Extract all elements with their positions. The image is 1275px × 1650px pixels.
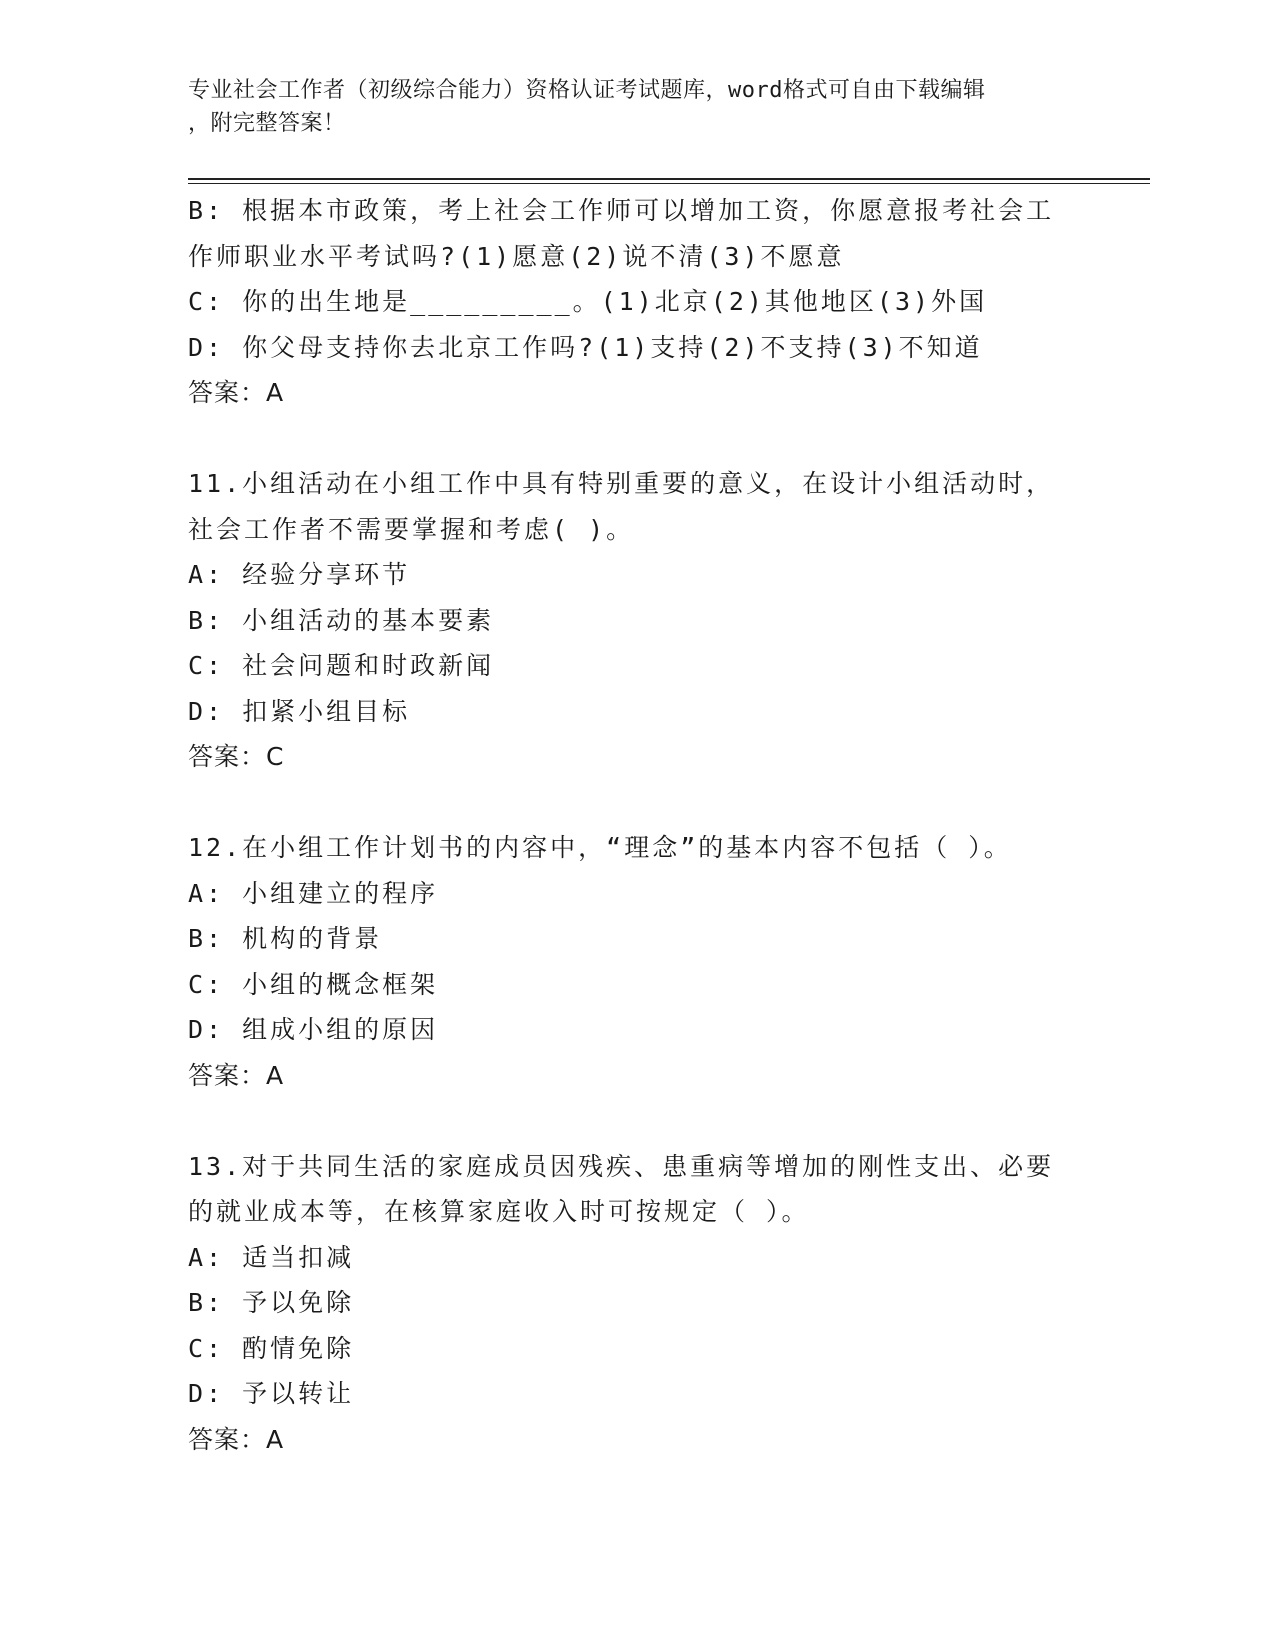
option-b: B: 小组活动的基本要素 bbox=[188, 605, 495, 635]
header-rule-thick bbox=[188, 178, 1150, 180]
option-c: C: 社会问题和时政新闻 bbox=[188, 651, 495, 680]
answer: 答案：A bbox=[188, 378, 285, 407]
option-c: C: 小组的概念框架 bbox=[188, 969, 439, 999]
option-d: D: 扣紧小组目标 bbox=[188, 696, 411, 726]
document-header bbox=[188, 74, 1068, 140]
question-stem: 12.在小组工作计划书的内容中，“理念”的基本内容不包括（ ）。 bbox=[188, 833, 1012, 862]
option-c: C: 酌情免除 bbox=[188, 1333, 355, 1363]
option-a: A: 适当扣减 bbox=[188, 1242, 355, 1272]
spacer bbox=[188, 1098, 1088, 1144]
option-a: A: 小组建立的程序 bbox=[188, 878, 439, 908]
question-stem-continued: 社会工作者不需要掌握和考虑( )。 bbox=[188, 514, 635, 544]
header-rule-thin bbox=[188, 183, 1150, 184]
question-stem: 11.小组活动在小组工作中具有特别重要的意义，在设计小组活动时， bbox=[188, 469, 1055, 498]
answer: 答案：A bbox=[188, 1424, 285, 1454]
question-list bbox=[188, 188, 1088, 1462]
option-a: A: 经验分享环节 bbox=[188, 560, 411, 589]
previous-question-tail bbox=[188, 188, 1088, 416]
option-b: B: 机构的背景 bbox=[188, 924, 383, 953]
option-b: B: 予以免除 bbox=[188, 1288, 355, 1317]
option-d: D: 予以转让 bbox=[188, 1379, 355, 1408]
option-d: D: 你父母支持你去北京工作吗?(1)支持(2)不支持(3)不知道 bbox=[188, 332, 983, 362]
option-c: C: 你的出生地是_________。(1)北京(2)其他地区(3)外国 bbox=[188, 287, 988, 316]
answer: 答案：C bbox=[188, 742, 285, 771]
question-13 bbox=[188, 1144, 1088, 1463]
option-b: B: 根据本市政策，考上社会工作师可以增加工资，你愿意报考社会工 bbox=[188, 196, 1055, 225]
header-line-2: ，附完整答案！ bbox=[188, 111, 346, 136]
question-11 bbox=[188, 461, 1088, 780]
option-b-continued: 作师职业水平考试吗?(1)愿意(2)说不清(3)不愿意 bbox=[188, 241, 845, 271]
question-stem-continued: 的就业成本等，在核算家庭收入时可按规定（ ）。 bbox=[188, 1197, 810, 1226]
question-12 bbox=[188, 825, 1088, 1098]
question-stem: 13.对于共同生活的家庭成员因残疾、患重病等增加的刚性支出、必要 bbox=[188, 1151, 1055, 1181]
header-line-1: 专业社会工作者（初级综合能力）资格认证考试题库，word格式可自由下载编辑 bbox=[188, 78, 986, 103]
option-d: D: 组成小组的原因 bbox=[188, 1015, 439, 1044]
spacer bbox=[188, 780, 1088, 826]
spacer bbox=[188, 416, 1088, 462]
answer: 答案：A bbox=[188, 1060, 285, 1090]
